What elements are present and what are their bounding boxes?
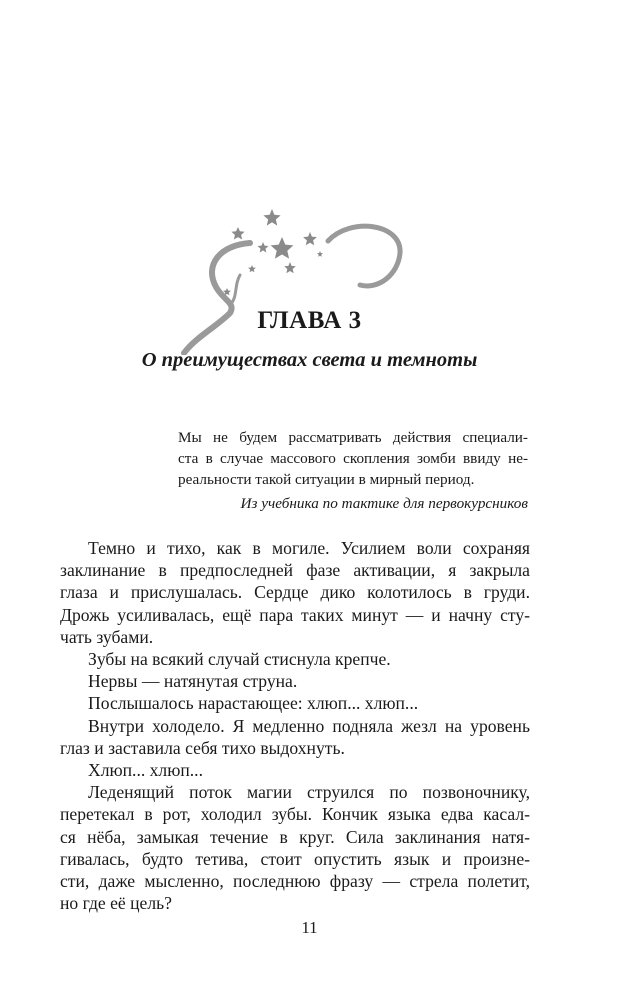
body-line: Хлюп... хлюп... [88, 760, 203, 781]
body-line: глаз и заставила себя тихо выдохнуть. [60, 737, 345, 758]
epigraph-line: реальности такой ситуации в мирный период. [178, 471, 475, 488]
epigraph-line: Мы не будем рассматривать действия специали- [178, 429, 528, 446]
epigraph [178, 427, 528, 514]
body-line: Темно и тихо, как в могиле. Усилием воли сохраняя [88, 538, 530, 558]
body-line: Нервы — натянутая струна. [88, 671, 298, 692]
body-line: Зубы на всякий случай стиснула крепче. [88, 649, 391, 670]
body-line: Внутри холодело. Я медленно подняла жезл на уровень [88, 715, 530, 736]
body-line: глаза и прислушалась. Сердце дико колотилось в груди. [60, 582, 530, 603]
body-line: чать зубами. [60, 626, 154, 647]
body-line: но где её цель? [60, 893, 172, 914]
chapter-subtitle: О преимуществах света и темноты [141, 349, 478, 371]
body-line: перетекал в рот, холодил зубы. Кончик языка едва касал- [60, 804, 530, 825]
body-line: Послышалось нарастающее: хлюп... хлюп... [88, 693, 419, 714]
page-number: 11 [301, 918, 318, 937]
body-text [60, 537, 530, 914]
body-line: сти, даже мысленно, последнюю фразу — стрела полетит, [60, 871, 530, 892]
body-line: ся нёба, замыкая течение в круг. Сила заклинания натя- [60, 826, 530, 847]
body-line: Леденящий поток магии струился по позвоночнику, [88, 782, 530, 803]
body-line: заклинание в предпоследней фазе активации, я закрыла [60, 560, 530, 581]
epigraph-source: Из учебника по тактике для первокурсников [240, 495, 528, 512]
body-line: Дрожь усиливалась, ещё пара таких минут — и начну сту- [60, 604, 530, 625]
chapter-title: ГЛАВА 3 [257, 307, 362, 334]
epigraph-line: ста в случае массового скопления зомби ввиду не- [178, 450, 528, 467]
body-line: гивалась, будто тетива, стоит опустить язык и произне- [60, 848, 530, 869]
